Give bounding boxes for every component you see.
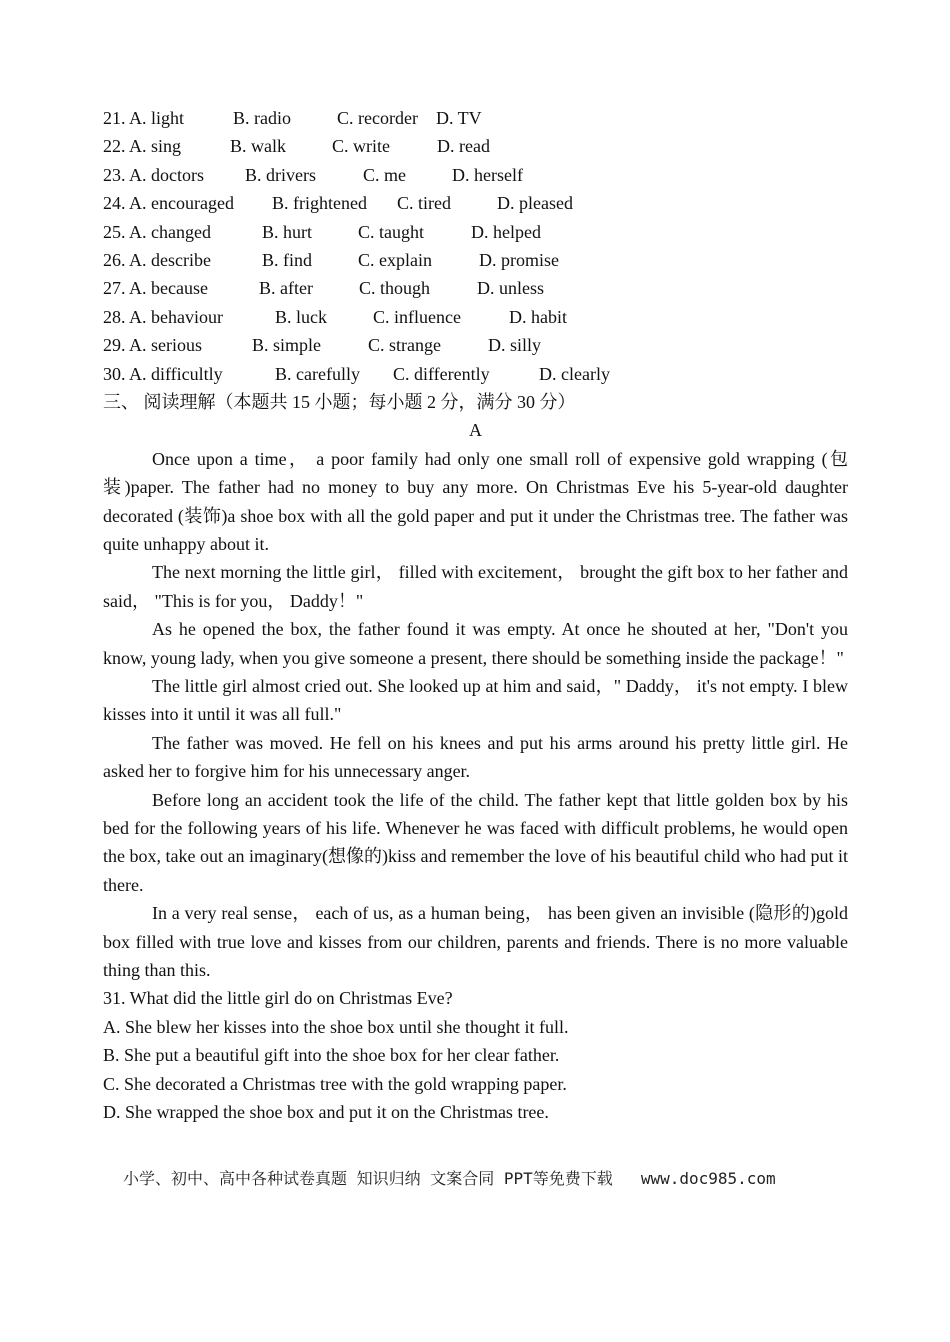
option-c: C. me (363, 164, 406, 185)
option-c: C. differently (393, 363, 490, 384)
option-c: C. recorder (337, 108, 418, 128)
option-d: D. helped (471, 221, 541, 242)
option-a: 27. A. because (103, 278, 208, 299)
option-d: D. clearly (539, 363, 610, 384)
option-d: D. habit (509, 306, 567, 327)
option-b: B. frightened (272, 193, 367, 214)
footer-url[interactable]: www.doc985.com (640, 1169, 776, 1188)
paragraph: The next morning the little girl， filled with excitement， brought the gift box to her father and said， "This is for you， Daddy！" (103, 562, 848, 611)
option-c: C. strange (368, 335, 441, 356)
option-c: C. taught (358, 221, 424, 242)
paragraph: In a very real sense， each of us, as a human being， has been given an invisible (隐形的)gold box filled with true love and kisses from our children, parents and friends. There is no more valuable thing than this. (103, 903, 848, 980)
option-a: 29. A. serious (103, 335, 202, 356)
answer-choice: C. She decorated a Christmas tree with the gold wrapping paper. (103, 1073, 567, 1094)
option-b: B. radio (233, 108, 291, 128)
paragraph: Before long an accident took the life of the child. The father kept that little golden box by his bed for the following years of his life. Whenever he was faced with difficult problems, he would open the box, take out an imaginary(想像的)kiss and remember the love of his beautiful child who had put it there. (103, 789, 848, 895)
option-b: B. carefully (275, 363, 360, 384)
paragraph: Once upon a time， a poor family had only one small roll of expensive gold wrapping (包装)paper. The father had no money to buy any more. On Christmas Eve his 5-year-old daughter decorated (装饰)a shoe box with all the gold paper and put it under the Christmas tree. The father was quite unhappy about it. (103, 448, 848, 554)
option-d: D. TV (436, 108, 482, 128)
option-a: 23. A. doctors (103, 164, 204, 185)
option-b: B. luck (275, 306, 327, 327)
question-choices (103, 1013, 848, 1127)
option-c: C. explain (358, 249, 432, 270)
option-row (103, 218, 848, 246)
paragraph: As he opened the box, the father found it was empty. At once he shouted at her, "Don't you know, young lady, when you give someone a present, there should be something inside the package！" (103, 619, 848, 668)
option-c: C. tired (397, 193, 451, 214)
option-a: 22. A. sing (103, 136, 182, 157)
option-d: D. promise (479, 249, 559, 270)
option-c: C. write (332, 136, 390, 157)
option-row (103, 274, 848, 302)
option-row (103, 331, 848, 359)
answer-choice: B. She put a beautiful gift into the shoe box for her clear father. (103, 1045, 560, 1066)
option-b: B. walk (230, 136, 286, 157)
cloze-options-list (103, 104, 848, 388)
option-c: C. though (359, 278, 431, 299)
option-b: B. hurt (262, 221, 313, 242)
answer-choice: A. She blew her kisses into the shoe box until she thought it full. (103, 1016, 569, 1037)
exam-content (103, 104, 848, 1126)
option-a: 26. A. describe (103, 249, 211, 270)
option-row (103, 246, 848, 274)
option-row (103, 303, 848, 331)
option-row (103, 360, 848, 388)
option-b: B. find (262, 249, 313, 270)
option-a: 30. A. difficultly (103, 363, 223, 384)
option-a: 24. A. encouraged (103, 193, 234, 214)
option-a: 21. A. light (103, 108, 185, 128)
option-b: B. drivers (245, 164, 316, 185)
answer-choice: D. She wrapped the shoe box and put it on the Christmas tree. (103, 1101, 549, 1122)
option-d: D. read (437, 136, 490, 157)
option-b: B. simple (252, 335, 322, 356)
question-stem: 31. What did the little girl do on Christmas Eve? (103, 988, 453, 1009)
option-b: B. after (259, 278, 313, 299)
option-row (103, 161, 848, 189)
option-d: D. herself (452, 164, 523, 185)
option-a: 25. A. changed (103, 221, 211, 242)
option-d: D. pleased (497, 193, 573, 214)
paragraph: The little girl almost cried out. She looked up at him and said，" Daddy， it's not empty. I blew kisses into it until it was all full." (103, 675, 848, 725)
footer-text: 小学、初中、高中各种试卷真题 知识归纳 文案合同 PPT等免费下载 (123, 1169, 613, 1188)
paragraph: The father was moved. He fell on his knees and put his arms around his pretty little girl. He asked her to forgive him for his unnecessary anger. (103, 732, 848, 782)
passage (103, 445, 848, 985)
option-d: D. unless (477, 278, 544, 299)
option-row (103, 189, 848, 217)
section-title: 三、 阅读理解（本题共 15 小题；每小题 2 分，满分 30 分） (103, 391, 576, 412)
passage-letter: A (469, 420, 482, 441)
option-row (103, 132, 848, 160)
option-a: 28. A. behaviour (103, 306, 223, 327)
option-row (103, 104, 848, 132)
option-c: C. influence (373, 306, 461, 327)
footer (123, 1166, 843, 1189)
option-d: D. silly (488, 335, 542, 356)
